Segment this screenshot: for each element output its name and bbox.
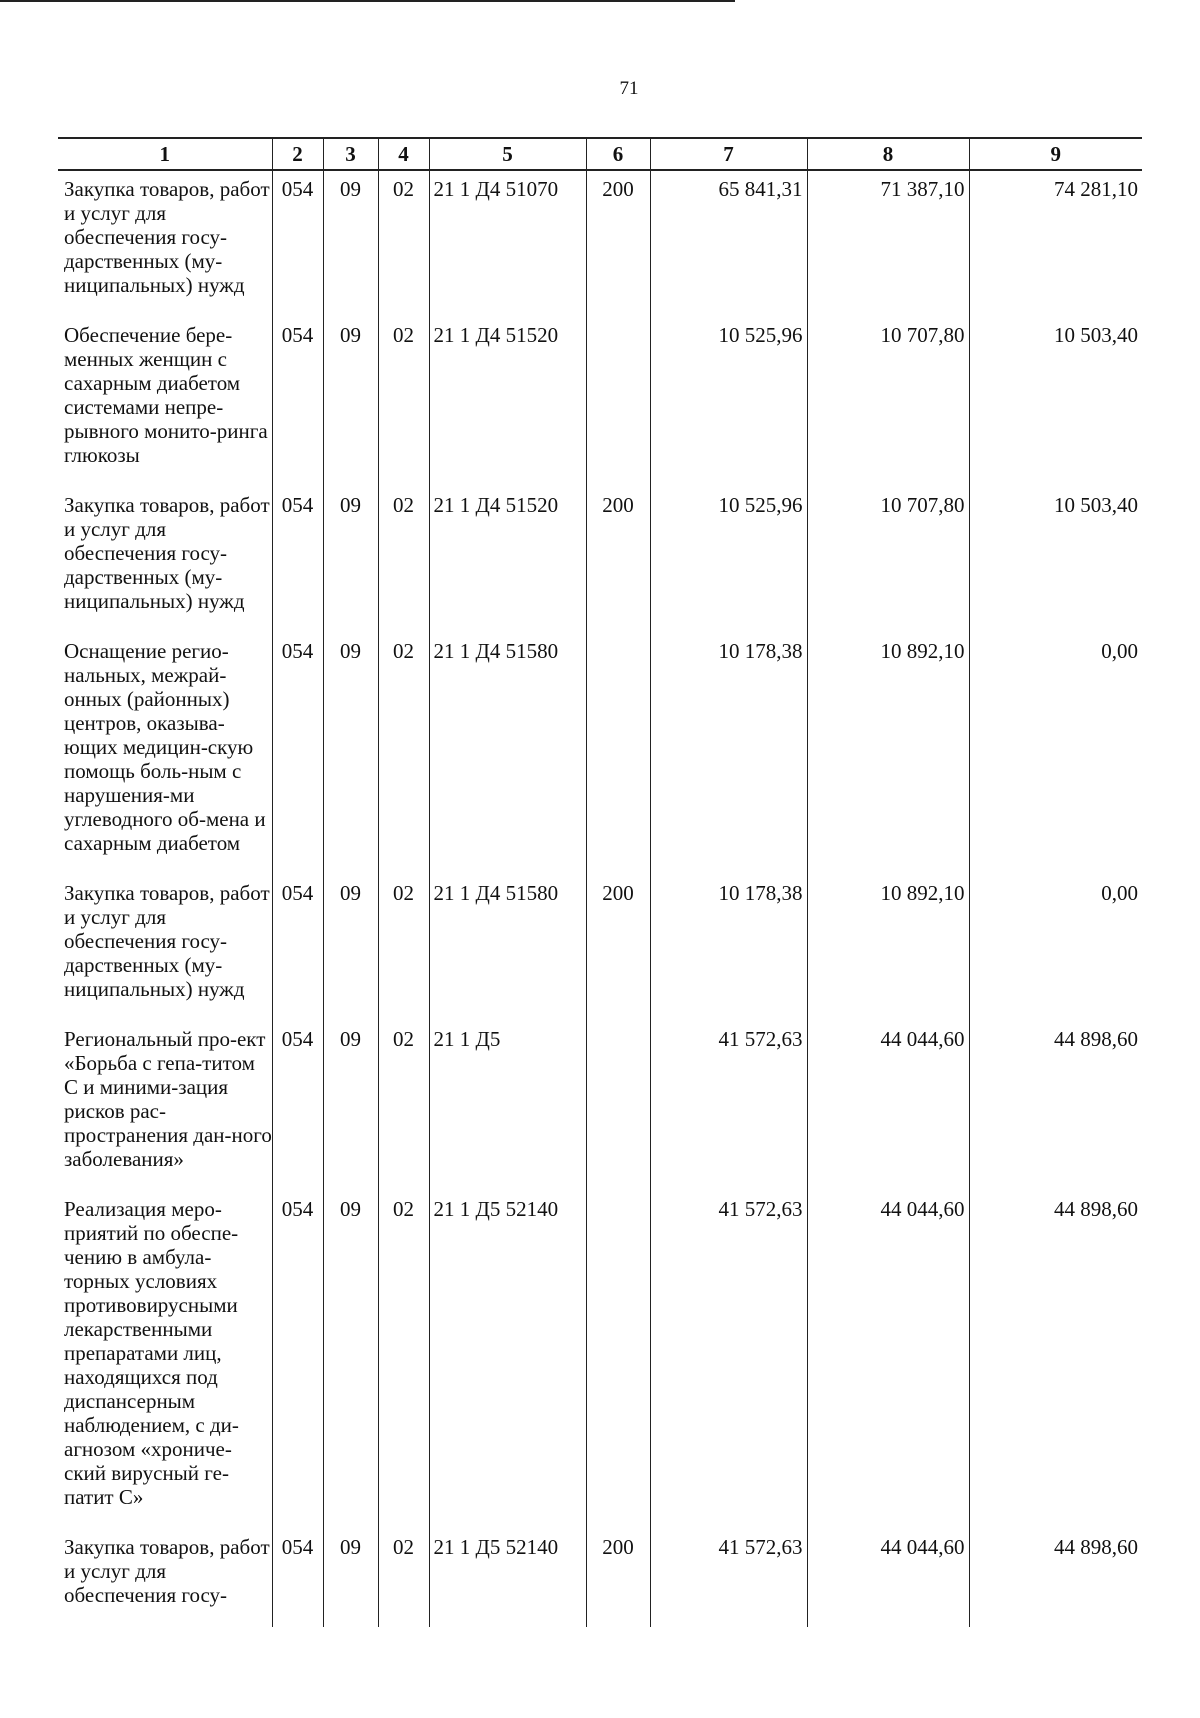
row-subsection-code: 02 <box>378 1021 429 1191</box>
page-number: 71 <box>619 78 639 99</box>
row-value-col7: 41 572,63 <box>650 1021 807 1191</box>
row-name-text: Оснащение регио-нальных, межрай-онных (районных) центров, оказыва-ющих медицин-скую помощь боль-ным с нарушения-ми углеводного об-мена и сахарным диабетом <box>64 639 266 855</box>
row-value-col7: 10 178,38 <box>650 633 807 875</box>
row-grbs-code: 054 <box>272 1191 323 1529</box>
header-row <box>58 138 1142 170</box>
table-row <box>58 317 1142 487</box>
row-value-col9: 44 898,60 <box>969 1191 1142 1529</box>
row-expense-type <box>586 317 650 487</box>
row-target-article: 21 1 Д4 51580 <box>429 633 586 875</box>
row-name <box>58 317 272 487</box>
row-value-col8: 44 044,60 <box>807 1191 969 1529</box>
row-expense-type <box>586 1021 650 1191</box>
row-expense-type: 200 <box>586 1529 650 1627</box>
row-target-article: 21 1 Д5 <box>429 1021 586 1191</box>
row-subsection-code: 02 <box>378 1191 429 1529</box>
top-rule <box>0 0 735 2</box>
row-name <box>58 1529 272 1627</box>
table-body <box>58 170 1142 1627</box>
row-value-col9: 10 503,40 <box>969 487 1142 633</box>
row-name-text: Закупка товаров, работ и услуг для обеспечения госу-дарственных (му-ниципальных) нужд <box>64 493 270 613</box>
row-name-text: Обеспечение бере-менных женщин с сахарным диабетом системами непре-рывного монито-ринга глюкозы <box>64 323 268 467</box>
column-header-8: 8 <box>807 138 969 170</box>
row-value-col7: 10 525,96 <box>650 317 807 487</box>
row-name <box>58 633 272 875</box>
row-name-text: Региональный про-ект «Борьба с гепа-титом С и миними-зация рисков рас-пространения дан-ного заболевания» <box>64 1027 272 1171</box>
row-grbs-code: 054 <box>272 317 323 487</box>
row-expense-type: 200 <box>586 875 650 1021</box>
column-header-9: 9 <box>969 138 1142 170</box>
row-value-col9: 0,00 <box>969 633 1142 875</box>
row-value-col9: 44 898,60 <box>969 1021 1142 1191</box>
row-expense-type <box>586 1191 650 1529</box>
row-section-code: 09 <box>323 1021 378 1191</box>
row-target-article: 21 1 Д5 52140 <box>429 1191 586 1529</box>
row-value-col7: 41 572,63 <box>650 1529 807 1627</box>
table-row <box>58 170 1142 317</box>
table-row <box>58 633 1142 875</box>
column-header-1: 1 <box>58 138 272 170</box>
row-value-col7: 41 572,63 <box>650 1191 807 1529</box>
row-grbs-code: 054 <box>272 170 323 317</box>
row-value-col9: 0,00 <box>969 875 1142 1021</box>
row-grbs-code: 054 <box>272 633 323 875</box>
row-subsection-code: 02 <box>378 633 429 875</box>
row-section-code: 09 <box>323 170 378 317</box>
row-value-col9: 74 281,10 <box>969 170 1142 317</box>
row-name <box>58 1021 272 1191</box>
table-row <box>58 1191 1142 1529</box>
row-target-article: 21 1 Д4 51070 <box>429 170 586 317</box>
row-value-col9: 44 898,60 <box>969 1529 1142 1627</box>
row-subsection-code: 02 <box>378 317 429 487</box>
table-row <box>58 875 1142 1021</box>
row-value-col8: 44 044,60 <box>807 1529 969 1627</box>
row-value-col9: 10 503,40 <box>969 317 1142 487</box>
column-header-4: 4 <box>378 138 429 170</box>
row-subsection-code: 02 <box>378 875 429 1021</box>
row-name <box>58 875 272 1021</box>
row-target-article: 21 1 Д4 51580 <box>429 875 586 1021</box>
row-name <box>58 170 272 317</box>
row-value-col7: 10 525,96 <box>650 487 807 633</box>
row-name <box>58 487 272 633</box>
row-section-code: 09 <box>323 633 378 875</box>
row-value-col8: 44 044,60 <box>807 1021 969 1191</box>
row-section-code: 09 <box>323 1529 378 1627</box>
budget-table <box>58 137 1142 1627</box>
row-value-col8: 10 707,80 <box>807 487 969 633</box>
row-name-text: Закупка товаров, работ и услуг для обеспечения госу- <box>64 1535 270 1607</box>
row-subsection-code: 02 <box>378 170 429 317</box>
column-header-3: 3 <box>323 138 378 170</box>
row-target-article: 21 1 Д4 51520 <box>429 317 586 487</box>
row-expense-type: 200 <box>586 170 650 317</box>
row-target-article: 21 1 Д4 51520 <box>429 487 586 633</box>
row-grbs-code: 054 <box>272 1529 323 1627</box>
row-grbs-code: 054 <box>272 875 323 1021</box>
row-value-col8: 10 892,10 <box>807 633 969 875</box>
column-header-5: 5 <box>429 138 586 170</box>
row-value-col8: 71 387,10 <box>807 170 969 317</box>
column-header-2: 2 <box>272 138 323 170</box>
row-value-col8: 10 707,80 <box>807 317 969 487</box>
table-row <box>58 1529 1142 1627</box>
row-grbs-code: 054 <box>272 1021 323 1191</box>
row-name-text: Реализация меро-приятий по обеспе-чению в амбула-торных условиях противовирусными лекарственными препаратами лиц, находящихся под диспансерным наблюдением, с ди-агнозом «хрониче-ский вирусный ге-патит С» <box>64 1197 239 1509</box>
table-row <box>58 487 1142 633</box>
row-target-article: 21 1 Д5 52140 <box>429 1529 586 1627</box>
row-grbs-code: 054 <box>272 487 323 633</box>
row-name-text: Закупка товаров, работ и услуг для обеспечения госу-дарственных (му-ниципальных) нужд <box>64 177 270 297</box>
row-subsection-code: 02 <box>378 487 429 633</box>
row-expense-type: 200 <box>586 487 650 633</box>
row-value-col8: 10 892,10 <box>807 875 969 1021</box>
row-expense-type <box>586 633 650 875</box>
row-section-code: 09 <box>323 1191 378 1529</box>
column-header-6: 6 <box>586 138 650 170</box>
column-header-7: 7 <box>650 138 807 170</box>
row-section-code: 09 <box>323 317 378 487</box>
row-value-col7: 65 841,31 <box>650 170 807 317</box>
row-section-code: 09 <box>323 487 378 633</box>
row-name <box>58 1191 272 1529</box>
row-name-text: Закупка товаров, работ и услуг для обеспечения госу-дарственных (му-ниципальных) нужд <box>64 881 270 1001</box>
table-row <box>58 1021 1142 1191</box>
row-subsection-code: 02 <box>378 1529 429 1627</box>
row-value-col7: 10 178,38 <box>650 875 807 1021</box>
row-section-code: 09 <box>323 875 378 1021</box>
